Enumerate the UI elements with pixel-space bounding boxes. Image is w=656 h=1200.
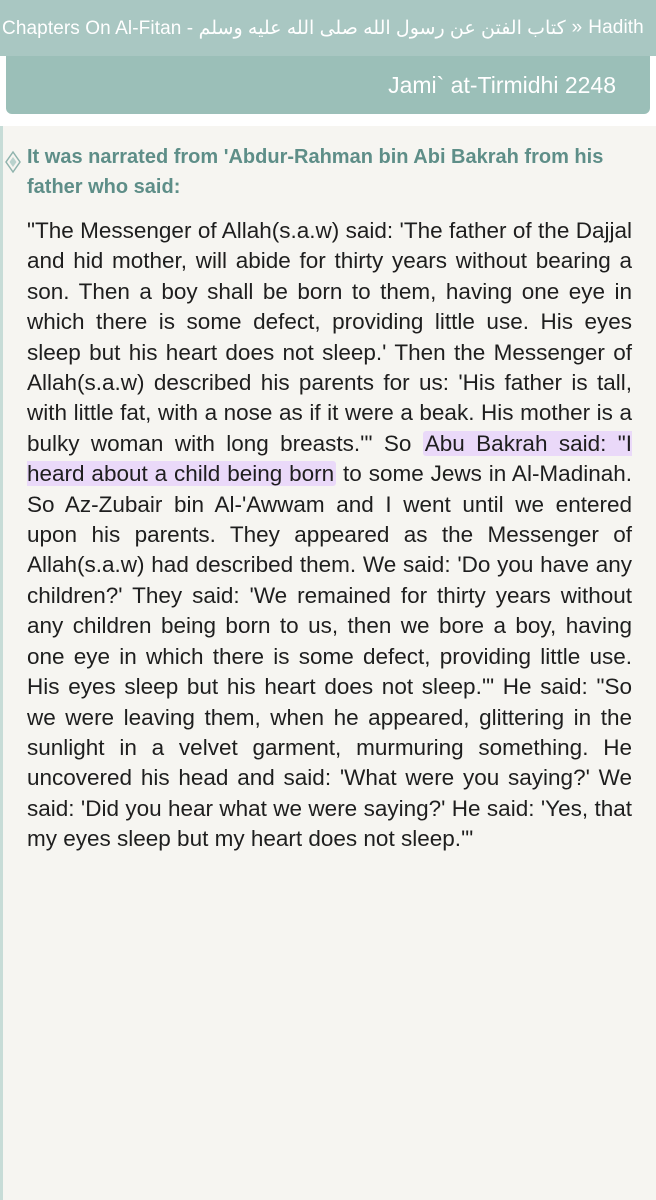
breadcrumb-current: Hadith: [588, 17, 644, 38]
breadcrumb-separator: »: [571, 17, 583, 38]
hadith-content: [0, 126, 656, 1200]
hadith-text-part-2: to some Jews in Al-Madinah. So Az-Zubair bin Al-'Awwam and I went until we entered upon his parents. They appeared as the Messenger of Allah(s.a.w) had described them. We said: 'Do you have any children?' They said: 'We remained for thirty years without any children being born to us, then we bore a boy, having one eye in which there is some defect, providing little use. His eyes sleep but his heart does not sleep.'" He said: "So we were leaving them, when he appeared, glittering in the sunlight in a velvet garment, murmuring something. He uncovered his head and said: 'What were you saying?' We said: 'Did you hear what we were saying?' He said: 'Yes, that my eyes sleep but my heart does not sleep.'": [27, 461, 632, 852]
hadith-text-part-1: "The Messenger of Allah(s.a.w) said: 'The father of the Dajjal and hid mother, will abide for thirty years without bearing a son. Then a boy shall be born to them, having one eye in which there is some defect, providing little use. His eyes sleep but his heart does not sleep.' Then the Messenger of Allah(s.a.w) described his parents for us: 'His father is tall, with little fat, with a nose as if it were a beak. His mother is a bulky woman with long breasts.'" So: [27, 218, 632, 456]
breadcrumb-chapter-link[interactable]: Chapters On Al-Fitan - كتاب الفتن عن رسول الله صلى الله عليه وسلم: [2, 17, 566, 39]
reference-bar: [6, 56, 650, 114]
hadith-narrator: It was narrated from 'Abdur-Rahman bin Abi Bakrah from his father who said:: [27, 146, 604, 198]
hadith-text: [27, 216, 632, 855]
hadith-reference: Jami` at-Tirmidhi 2248: [388, 71, 616, 98]
highlighted-text[interactable]: Abu Bakrah said: "I heard about a child being born: [27, 430, 632, 487]
breadcrumb: [0, 0, 656, 56]
diamond-ornament-icon: [5, 150, 21, 174]
